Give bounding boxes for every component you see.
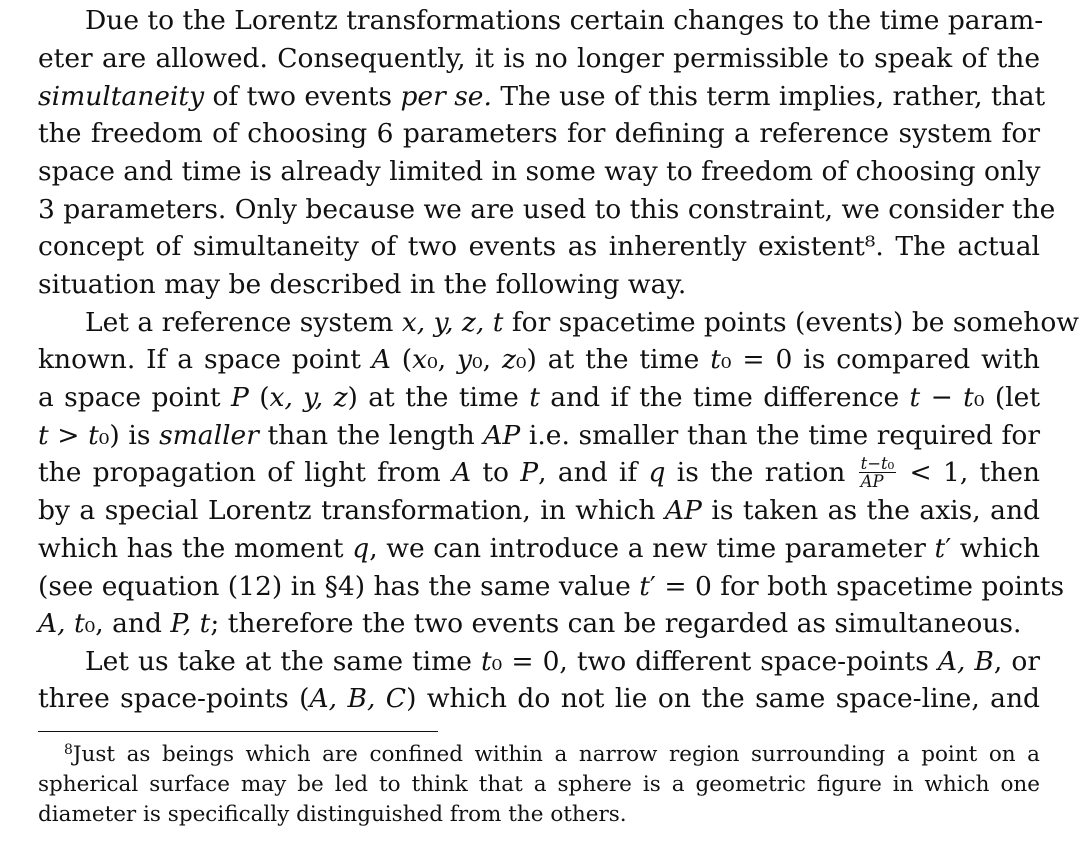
p1-line-7-text: concept of simultaneity of two events as inherently existent⁸. The actual: [38, 231, 1040, 262]
p1-line-4-text: the freedom of choosing 6 parameters for defining a reference system for: [38, 118, 1040, 149]
p1-line-6: [38, 191, 1056, 228]
ratio-fraction: $\frac{\text{t−t₀}}{AP}$: [860, 453, 895, 491]
p2-line-4: [38, 417, 1040, 454]
p1-line-1: [38, 2, 1044, 39]
footnote-line-1-text: Just as beings which are confined within a narrow region surrounding a point on a: [72, 742, 1040, 767]
footnote-rule: [38, 731, 438, 732]
p1-line-8: [38, 266, 1040, 303]
p2-line-5: [38, 454, 1040, 491]
p2-line-7-rich: which has the moment q, we can introduce a new time parameter t′ which: [38, 533, 1040, 564]
p1-line-7: [38, 228, 1040, 265]
p2-line-2-rich: known. If a space point A (x₀, y₀, z₀) at the time t₀ = 0 is compared with: [38, 344, 1040, 375]
p2-line-5-rich: the propagation of light from A to P, and if q is the ration $\frac{\text{t−t₀}}{AP}$ < 1, then: [38, 453, 1040, 491]
p2-line-6: [38, 492, 1040, 529]
p2-line-8: [38, 568, 1065, 605]
p1-line-2: [38, 40, 1040, 77]
p1-line-3: [38, 78, 1046, 115]
p1-line-6-text: 3 parameters. Only because we are used to this constraint, we consider the: [38, 194, 1056, 225]
p2-line-2: [38, 341, 1040, 378]
p3-line-1: [38, 643, 1040, 680]
p2-line-6-rich: by a special Lorentz transformation, in which AP is taken as the axis, and: [38, 495, 1040, 526]
p1-line-1-text: Due to the Lorentz transformations certain changes to the time param-: [85, 5, 1044, 36]
p2-line-9: [38, 605, 1040, 642]
footnote-line-2-text: spherical surface may be led to think that a sphere is a geometric figure in which one: [38, 772, 1040, 797]
footnote-line-3: [38, 800, 1040, 829]
p2-line-7: [38, 530, 1040, 567]
footnote-line-2: [38, 770, 1040, 799]
p2-line-3-rich: a space point P (x, y, z) at the time t and if the time difference t − t₀ (let: [38, 382, 1040, 413]
p3-line-2-rich: three space-points (A, B, C) which do not lie on the same space-line, and: [38, 683, 1040, 714]
p2-line-4-rich: t > t₀) is smaller than the length AP i.e. smaller than the time required for: [38, 420, 1040, 451]
p3-line-1-rich: Let us take at the same time t₀ = 0, two different space-points A, B, or: [85, 646, 1040, 677]
p2-line-1: [38, 304, 1079, 341]
p2-line-8-rich: (see equation (12) in §4) has the same value t′ = 0 for both spacetime points: [38, 571, 1065, 602]
p1-line-8-text: situation may be described in the following way.: [38, 269, 687, 300]
p1-line-3-rich: simultaneity of two events per se. The use of this term implies, rather, that: [38, 81, 1046, 112]
footnote-marker: 8: [64, 742, 73, 759]
p2-line-9-rich: A, t₀, and P, t; therefore the two events can be regarded as simultaneous.: [38, 608, 1022, 639]
p2-line-1-rich: Let a reference system x, y, z, t for spacetime points (events) be somehow: [85, 307, 1079, 338]
p2-line-3: [38, 379, 1040, 416]
p3-line-2: [38, 680, 1040, 717]
footnote-line-3-text: diameter is specifically distinguished from the others.: [38, 802, 627, 827]
p1-line-5: [38, 153, 1040, 190]
p1-line-4: [38, 115, 1040, 152]
p1-line-5-text: space and time is already limited in some way to freedom of choosing only: [38, 156, 1041, 187]
p1-line-2-text: eter are allowed. Consequently, it is no longer permissible to speak of the: [38, 43, 1040, 74]
footnote-line-1: [38, 740, 1040, 769]
